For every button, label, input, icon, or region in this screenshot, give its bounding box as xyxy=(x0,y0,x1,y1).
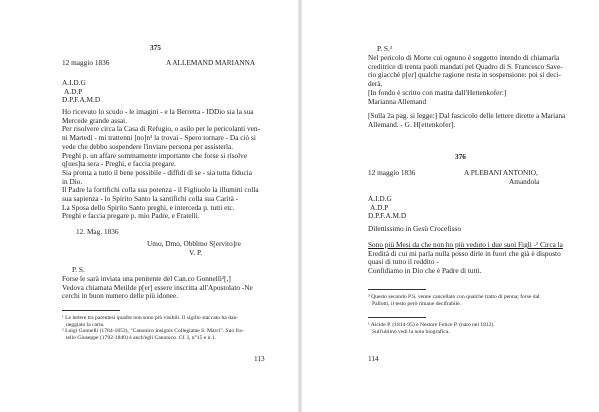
body-line: quasi di tutto il reddito - xyxy=(368,257,439,267)
body-line: Il Padre la fortifichi colla sua potenza - il Figliuolo la illumini colla xyxy=(62,185,259,195)
ps-line: Nel pericolo di Morte cui ognuno è soggetto intendo di chiamarla xyxy=(368,53,560,62)
invocation-line: D.P.F.A.M.D xyxy=(368,211,407,221)
footnote-line: Sull'ultimo vedi la nota biografica. xyxy=(372,328,450,335)
body-line: Ho ricevuto lo scudo - le imagini - e la Berretta - IDDio sia la sua xyxy=(62,107,254,116)
invocation xyxy=(62,79,100,105)
body-line: Confidiamo in Dio che è Padre di tutti. xyxy=(368,265,482,275)
recipient-place: Amandola xyxy=(509,177,540,186)
ps-label: P. S. xyxy=(72,265,85,274)
body-line: La Sposa dello Spirito Santo preghi, e interceda p. tutti etc. xyxy=(62,202,235,212)
footnote-rule xyxy=(62,310,120,311)
ps-line: creditrice di trenta paoli mandati pel Quadro di S. Francesco Save- xyxy=(368,61,563,71)
ps-line: derà. xyxy=(368,79,383,89)
body-line: Preghi p. un affare sommamente importante che forse si risolve xyxy=(62,150,248,160)
ps-line: rio giacchè p[er] qualche ragione resta in sospensione: poi si deci- xyxy=(368,70,561,80)
body-line: sua sapienza - lo Spirito Santo la santifichi colla sua Carità - xyxy=(62,194,239,204)
ps-line: Marianna Allemand xyxy=(368,96,427,106)
ps-line: Forse le sarà inviata una penitente del Can.co Gonnelli²[,] xyxy=(62,274,231,283)
footnote-line: ² Luigi Gonnelli (1784-1853), "Canonico insignis Collegiatae S. Marci". Suo fra- xyxy=(62,328,244,335)
letter-body xyxy=(62,108,260,221)
ps-line: Vedova chiamata Metilde p[er] essere inscritta all'Apostolato -Ne xyxy=(62,282,253,292)
body-line: Preghi e faccia pregare p. mio Padre, e Fratelli. xyxy=(62,211,200,221)
ps-line: [In fondo è scritto con matita dall'Hettenkofer:] xyxy=(368,87,507,97)
letter-date: 12 maggio 1836 xyxy=(368,168,416,177)
footnote-line: neggiato la carta. xyxy=(66,321,105,328)
body-line: Eredità di cui mi parla nulla posso dirle in fuori che già è disposto xyxy=(368,248,561,258)
footnote-line: Pallotti, il testo però rimane decifrabile. xyxy=(372,300,462,307)
invocation-line: A.I.D.G xyxy=(368,194,392,203)
salutation: Dilettissimo in Gesù Crocefisso xyxy=(368,224,462,233)
closing-signature: Umo, Dmo, Obblmo S[ervito]re xyxy=(147,239,241,248)
letter-body xyxy=(368,241,563,275)
invocation xyxy=(368,195,406,221)
page-number: 113 xyxy=(254,354,265,363)
footnotes xyxy=(62,315,244,341)
invocation-line: A.D.P xyxy=(370,202,389,212)
body-line: Sia pronta a tutto il bene possibile - diffidi di se - sia tutta fiducia xyxy=(62,167,252,177)
archival-note xyxy=(368,112,565,129)
footnote-rule xyxy=(368,289,426,290)
ps-body xyxy=(62,275,253,301)
body-line: q[ues]ta sera - Preghi, e faccia pregare. xyxy=(62,159,176,169)
invocation-line: A.D.P xyxy=(64,86,83,96)
body-line: Per risolvere circa la Casa di Refugio, o asilo per le pericolanti ven- xyxy=(62,124,260,134)
invocation-line: D.P.F.A.M.D xyxy=(62,95,101,105)
ps-label: P. S.³ xyxy=(377,44,392,53)
invocation-line: A.I.D.G xyxy=(62,78,86,87)
page-number: 114 xyxy=(368,354,379,363)
footnotes-bottom xyxy=(368,322,495,335)
body-line: Sono più Mesi da che non ho più veduto i due suoi Figli -¹ Circa la xyxy=(368,240,563,249)
letter-recipient: A PLEBANI ANTONIO, xyxy=(464,168,538,177)
body-line: vede che debbo sospendere l'inviare persona per assisterla. xyxy=(62,141,234,151)
note-line: Allemand. - G. H[ettenkofer]. xyxy=(368,119,456,129)
letter-number: 375 xyxy=(150,43,161,52)
footnote-rule xyxy=(368,317,426,318)
letter-recipient: A ALLEMAND MARIANNA xyxy=(166,58,256,67)
ps-body xyxy=(368,54,563,106)
closing-initials: V. P. xyxy=(189,248,203,257)
footnote-line: ¹ Alcide P. (1814-95) e Nestore Felice P. (nato nel 1812). xyxy=(368,322,495,328)
body-line: ni Martedì - mi trattenni [no]n¹ la trovai - Spero tornare - Da ciò si xyxy=(62,133,256,143)
right-page xyxy=(300,0,599,412)
left-page xyxy=(0,0,299,412)
footnotes-top xyxy=(368,294,540,307)
ps-line: cerchi in buon numero delle più idonee. xyxy=(62,291,179,301)
note-line: [Sulla 2a pag. si legge:] Dal fascicolo delle lettere dirette a Mariana xyxy=(368,111,566,120)
footnote-line: ³ Questo secondo P.S. venne cancellato con qualche tratto di penna; forse dal xyxy=(368,294,540,300)
letter-date: 12 maggio 1836 xyxy=(62,58,110,67)
body-line: in Dio. xyxy=(62,176,83,186)
body-line: Mercede grande assai. xyxy=(62,115,128,125)
closing-date: 12. Mag. 1836 xyxy=(76,227,119,236)
letter-number: 376 xyxy=(455,152,466,161)
footnote-line: tello Giuseppe (1792-1840) è anch'egli Canonico. Cf. I, n°15 e n.1. xyxy=(66,334,217,341)
footnote-line: ¹ Le lettere tra parentesi quadre non sono più visibili. Il sigillo staccato ha dan- xyxy=(62,315,239,321)
